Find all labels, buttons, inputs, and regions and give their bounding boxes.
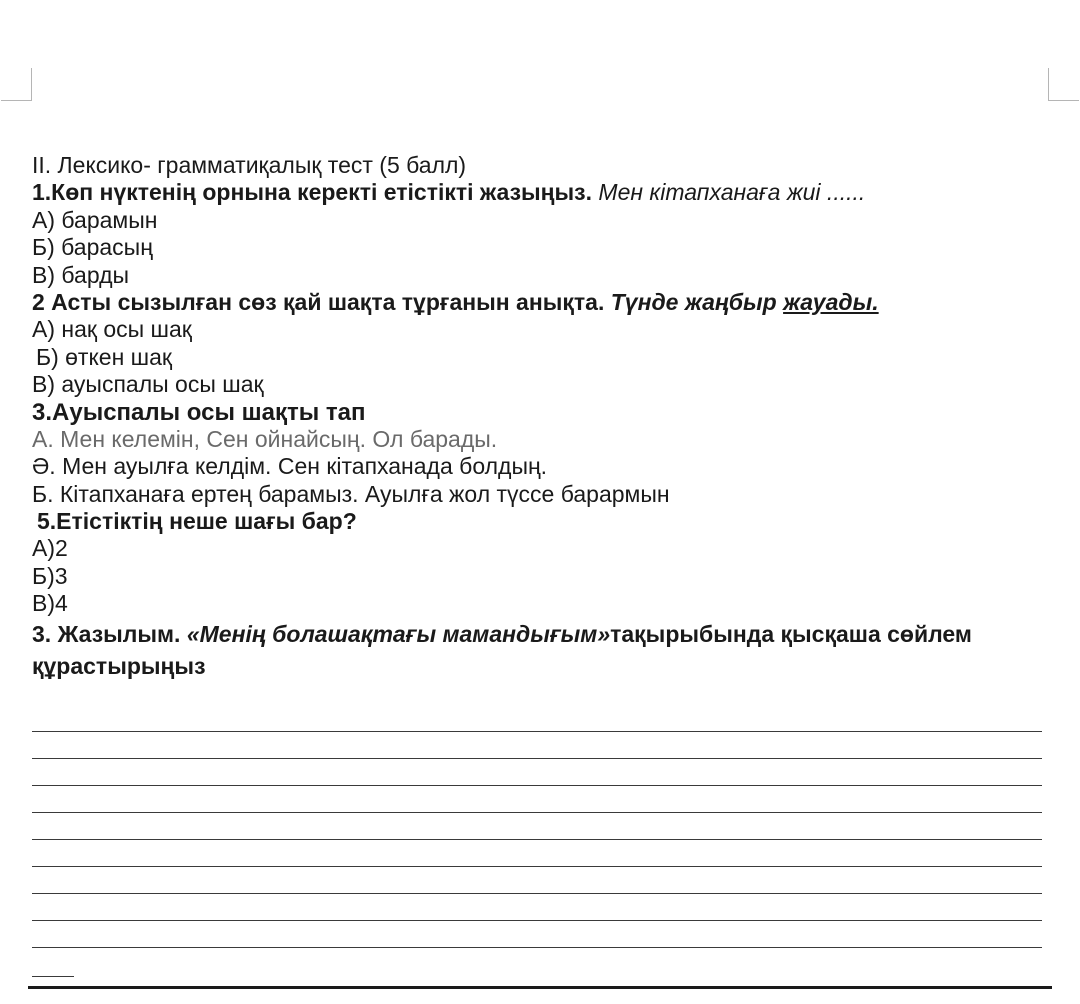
answer-line[interactable] — [32, 731, 1042, 758]
answer-line[interactable] — [32, 839, 1042, 866]
writing-task-label: 3. Жазылым. — [32, 620, 181, 647]
question-2-option-c: В) ауыспалы осы шақ — [32, 371, 264, 398]
answer-line[interactable] — [32, 758, 1042, 785]
answer-lines — [32, 731, 1042, 974]
writing-task-topic: «Менің болашақтағы мамандығым» — [186, 620, 611, 647]
question-1-prompt: 1.Көп нүктенің орнына керекті етістікті жазыңыз. — [32, 179, 593, 206]
question-5-prompt: 5.Етістіктің неше шағы бар? — [37, 508, 357, 535]
page-corner-top-right — [1048, 68, 1079, 101]
question-3-option-a: А. Мен келемін, Сен ойнайсың. Ол барады. — [32, 425, 498, 452]
answer-line[interactable] — [32, 947, 1042, 974]
page-bottom-border — [28, 986, 1052, 989]
writing-task — [32, 618, 1052, 650]
question-5-option-c: В)4 — [32, 590, 68, 617]
question-5-option-b: Б)3 — [32, 562, 68, 589]
question-2-underlined-word: жауады. — [783, 288, 879, 315]
question-1-sentence: Мен кітапханаға жиі ...... — [598, 179, 866, 206]
question-1-option-a: А) барамын — [32, 206, 158, 233]
answer-line[interactable] — [32, 920, 1042, 947]
question-3-option-b: Б. Кітапханаға ертең барамыз. Ауылға жол түссе барармын — [32, 480, 670, 507]
question-2-prompt: 2 Асты сызылған сөз қай шақта тұрғанын анықта. — [32, 288, 605, 315]
answer-line[interactable] — [32, 812, 1042, 839]
document-body — [32, 152, 1052, 682]
answer-line-short[interactable] — [32, 976, 74, 977]
question-2-option-b: Б) өткен шақ — [36, 343, 172, 370]
question-3-option-ae: Ә. Мен ауылға келдім. Сен кітапханада болдың. — [32, 453, 548, 480]
writing-task-continued: құрастырыңыз — [32, 652, 206, 679]
writing-task-text: тақырыбында қысқаша сөйлем — [610, 620, 972, 647]
page-corner-top-left — [1, 68, 32, 101]
question-1-option-c: В) барды — [32, 261, 130, 288]
question-2-sentence: Түнде жаңбыр — [610, 288, 777, 315]
answer-line[interactable] — [32, 893, 1042, 920]
question-2-option-a: А) нақ осы шақ — [32, 316, 192, 343]
question-1 — [32, 179, 1052, 206]
answer-line[interactable] — [32, 785, 1042, 812]
question-5-option-a: А)2 — [32, 535, 68, 562]
question-3-prompt: 3.Ауыспалы осы шақты тап — [32, 398, 366, 426]
question-2 — [32, 289, 1052, 316]
question-1-option-b: Б) барасың — [32, 234, 153, 261]
answer-line[interactable] — [32, 866, 1042, 893]
section-title: II. Лексико- грамматиқалық тест (5 балл) — [32, 152, 467, 178]
